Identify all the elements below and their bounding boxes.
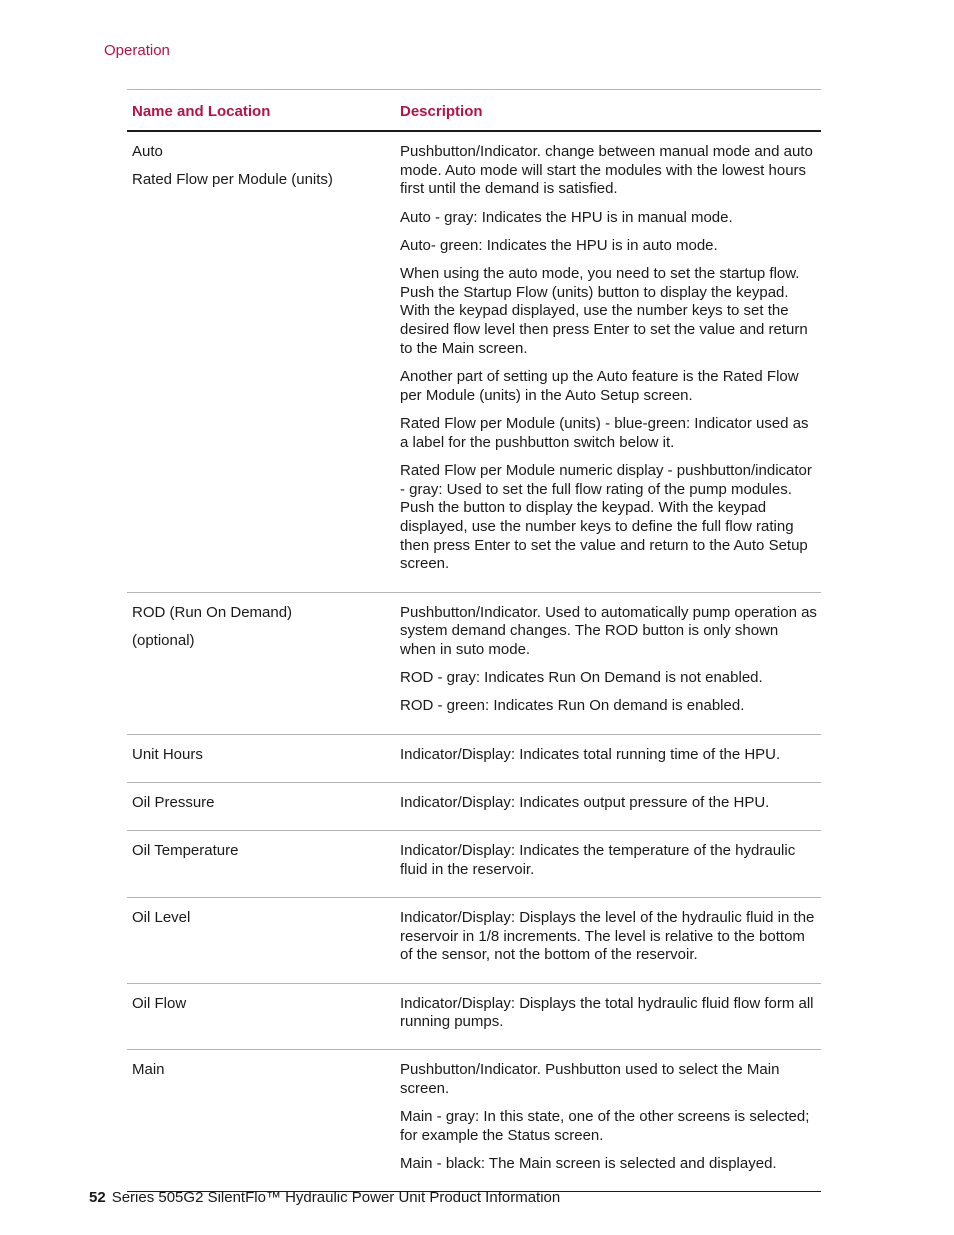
name-text: ROD (Run On Demand) xyxy=(132,603,293,621)
table-row xyxy=(127,735,821,783)
page-footer xyxy=(89,1189,560,1206)
name-text: Rated Flow per Module (units) xyxy=(132,171,333,189)
description-paragraph: Auto - gray: Indicates the HPU is in manual mode. xyxy=(400,208,733,226)
controls-table xyxy=(127,89,821,1192)
description-paragraph: ROD - green: Indicates Run On demand is enabled. xyxy=(400,697,745,715)
name-cell xyxy=(127,143,395,584)
name-text: Main xyxy=(132,1061,165,1079)
description-paragraph: Indicator/Display: Indicates total running time of the HPU. xyxy=(400,745,781,763)
description-cell xyxy=(395,995,821,1042)
description-cell xyxy=(395,746,821,774)
description-paragraph: Pushbutton/Indicator. Pushbutton used to select the Main screen. xyxy=(400,1061,780,1098)
name-text: Auto xyxy=(132,143,163,160)
name-text: (optional) xyxy=(132,631,195,649)
description-paragraph: When using the auto mode, you need to set the startup flow. Push the Startup Flow (units) button to display the keypad. With the keypad displayed, use the number keys to set the desired flow level then press Enter to set the value and return to the Main screen. xyxy=(400,265,808,357)
name-cell xyxy=(127,995,395,1042)
description-cell xyxy=(395,794,821,822)
description-paragraph: Auto- green: Indicates the HPU is in auto mode. xyxy=(400,236,718,254)
description-paragraph: Indicator/Display: Displays the total hydraulic fluid flow form all running pumps. xyxy=(400,994,814,1031)
description-paragraph: Rated Flow per Module numeric display - pushbutton/indicator - gray: Used to set the full flow rating of the pump modules. Push the button to display the keypad. With the keypad displayed, use the number keys to define the full flow rating then press Enter to set the value and return to the Auto Setup screen. xyxy=(400,461,812,573)
description-paragraph: ROD - gray: Indicates Run On Demand is not enabled. xyxy=(400,669,763,687)
table-row xyxy=(127,984,821,1051)
table-row xyxy=(127,783,821,831)
description-paragraph: Pushbutton/Indicator. Used to automatically pump operation as system demand changes. The ROD button is only shown when in suto mode. xyxy=(400,603,817,658)
section-header: Operation xyxy=(104,42,170,59)
description-paragraph: Indicator/Display: Indicates the temperature of the hydraulic fluid in the reservoir. xyxy=(400,841,796,878)
document-title: Series 505G2 SilentFlo™ Hydraulic Power Unit Product Information xyxy=(111,1189,561,1206)
table-row xyxy=(127,898,821,984)
description-cell xyxy=(395,1061,821,1183)
name-text: Unit Hours xyxy=(132,745,203,763)
table-row xyxy=(127,831,821,898)
name-cell xyxy=(127,842,395,889)
description-paragraph: Indicator/Display: Indicates output pressure of the HPU. xyxy=(400,793,770,811)
description-paragraph: Another part of setting up the Auto feature is the Rated Flow per Module (units) in the Auto Setup screen. xyxy=(400,368,799,404)
table-row xyxy=(127,132,821,593)
description-cell xyxy=(395,842,821,889)
name-text: Oil Temperature xyxy=(132,841,239,859)
column-header-name: Name and Location xyxy=(132,103,271,120)
name-text: Oil Flow xyxy=(132,994,187,1012)
description-paragraph: Main - gray: In this state, one of the other screens is selected; for example the Status screen. xyxy=(400,1108,810,1145)
description-cell xyxy=(395,909,821,975)
description-cell xyxy=(395,143,821,584)
name-text: Oil Level xyxy=(132,908,191,926)
description-paragraph: Pushbutton/Indicator. change between manual mode and auto mode. Auto mode will start the modules with the lowest hours first until the demand is satisfied. xyxy=(400,143,813,198)
description-paragraph: Indicator/Display: Displays the level of the hydraulic fluid in the reservoir in 1/8 increments. The level is relative to the bottom of the sensor, not the bottom of the reservoir. xyxy=(400,908,815,964)
table-header xyxy=(127,90,821,132)
name-cell xyxy=(127,909,395,975)
name-cell xyxy=(127,604,395,726)
name-text: Oil Pressure xyxy=(132,793,215,811)
table-row xyxy=(127,593,821,735)
name-cell xyxy=(127,1061,395,1183)
name-cell xyxy=(127,794,395,822)
description-paragraph: Main - black: The Main screen is selected and displayed. xyxy=(400,1155,777,1173)
table-row xyxy=(127,1050,821,1192)
column-header-description: Description xyxy=(400,103,483,120)
name-cell xyxy=(127,746,395,774)
description-paragraph: Rated Flow per Module (units) - blue-green: Indicator used as a label for the pushbutton switch below it. xyxy=(400,414,809,451)
description-cell xyxy=(395,604,821,726)
page-number: 52 xyxy=(89,1189,106,1206)
